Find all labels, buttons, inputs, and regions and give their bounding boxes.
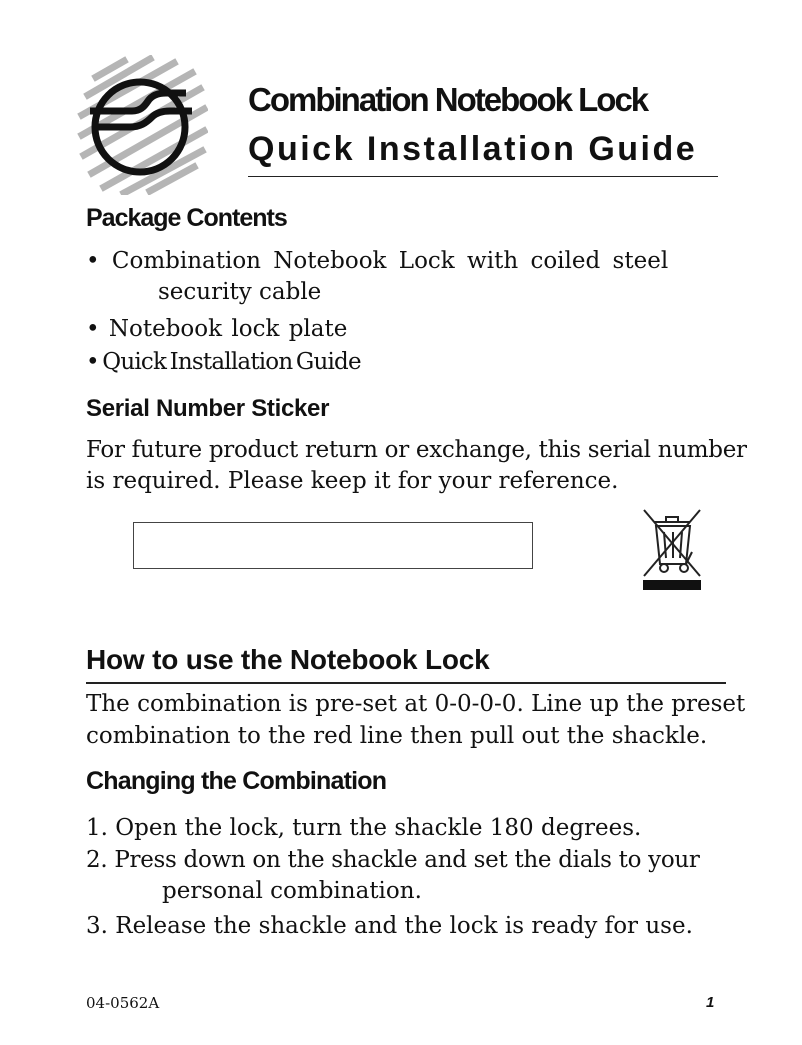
serial-paragraph-line: For future product return or exchange, this serial number [86,437,747,463]
package-contents-heading: Package Contents [86,204,287,232]
how-to-use-line: The combination is pre-set at 0-0-0-0. Line up the preset [86,691,746,717]
step-item: 1. Open the lock, turn the shackle 180 degrees. [86,815,642,841]
step-item: 3. Release the shackle and the lock is ready for use. [86,913,693,939]
serial-number-box [133,522,533,569]
section-divider [86,682,726,684]
page-number: 1 [706,994,715,1011]
step-item: 2. Press down on the shackle and set the dials to your [86,847,700,873]
how-to-use-line: combination to the red line then pull out the shackle. [86,723,708,749]
crossed-out-wheelie-bin-icon [640,506,706,592]
package-item-continuation: security cable [158,279,322,305]
serial-paragraph-line: is required. Please keep it for your reference. [86,468,619,494]
title-divider [248,176,718,177]
package-item: • Combination Notebook Lock with coiled steel [86,248,669,274]
package-item: • Quick Installation Guide [86,349,361,375]
brand-logo-icon [74,55,208,195]
document-subtitle: Quick Installation Guide [248,130,698,168]
package-item: • Notebook lock plate [86,316,348,342]
part-number: 04-0562A [86,994,160,1012]
serial-number-heading: Serial Number Sticker [86,395,330,422]
changing-combination-heading: Changing the Combination [86,767,387,795]
step-item-continuation: personal combination. [162,878,422,904]
how-to-use-heading: How to use the Notebook Lock [86,644,490,675]
document-title: Combination Notebook Lock [248,81,648,118]
